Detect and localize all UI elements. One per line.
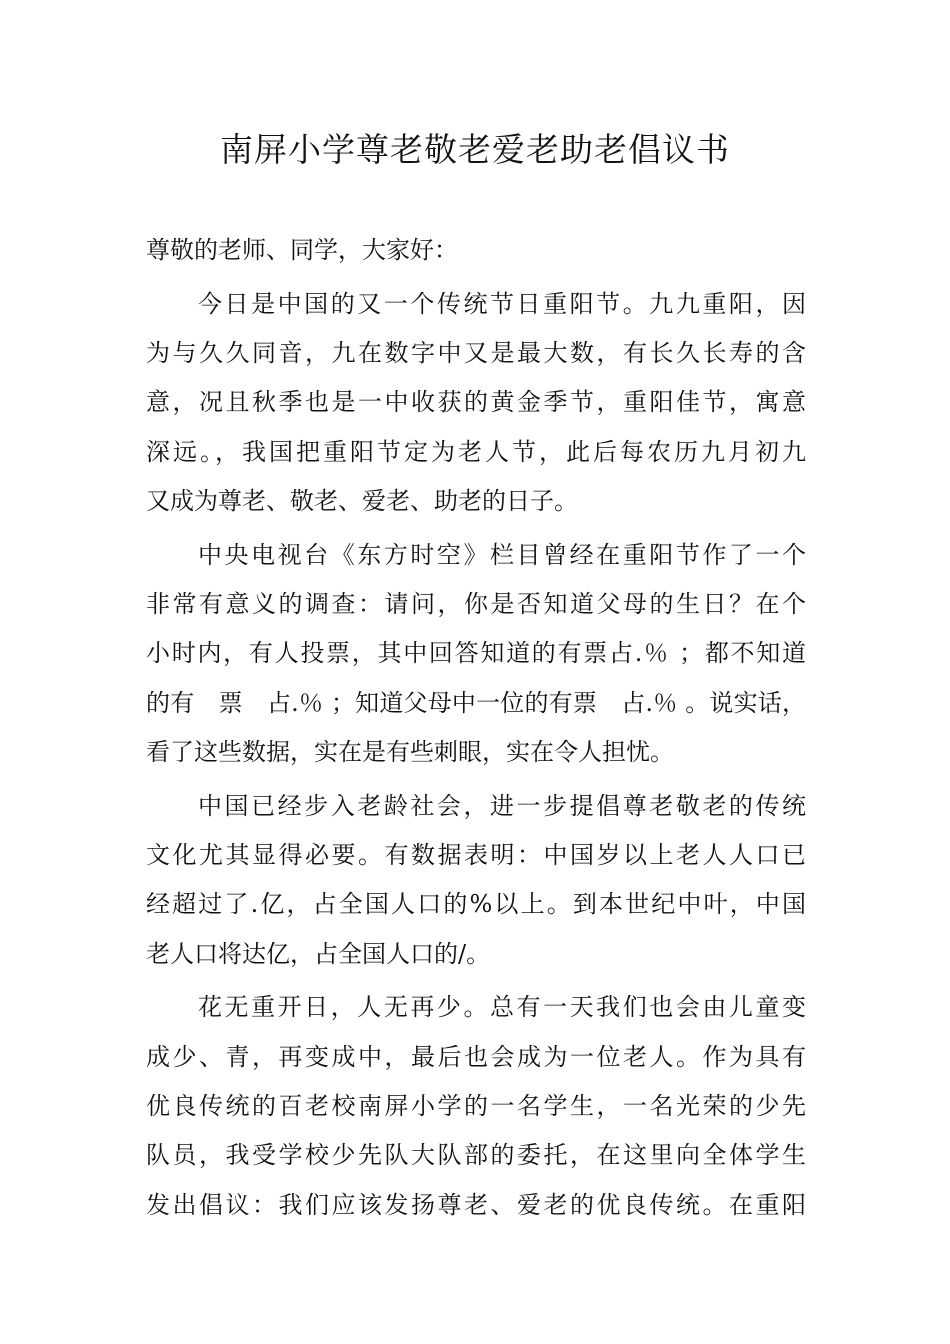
text-line: 又成为尊老、敬老、爱老、助老的日子。 (146, 486, 578, 515)
text-line: 的有 票 占.％ ；知道父母中一位的有票 占.％ 。说实话， (146, 688, 806, 717)
text-line: 非常有意义的调查：请问，你是否知道父母的生日？在个 (146, 590, 806, 619)
text-line: 成少、青，再变成中，最后也会成为一位老人。作为具有 (146, 1042, 806, 1071)
document-body (146, 226, 806, 1230)
paragraph-first-line: 今日是中国的又一个传统节日重阳节。九九重阳，因 (198, 289, 806, 318)
paragraph-first-line: 中央电视台《东方时空》栏目曾经在重阳节作了一个 (198, 540, 806, 569)
text-line: 看了这些数据，实在是有些刺眼，实在令人担忧。 (146, 737, 674, 766)
text-line: 意，况且秋季也是一中收获的黄金季节，重阳佳节，寓意 (146, 388, 806, 417)
text-line: 尊敬的老师、同学，大家好： (146, 236, 458, 264)
text-line: 发出倡议：我们应该发扬尊老、爱老的优良传统。在重阳 (146, 1190, 806, 1219)
text-line: 队员，我受学校少先队大队部的委托，在这里向全体学生 (146, 1141, 806, 1170)
text-line: 文化尤其显得必要。有数据表明：中国岁以上老人人口已 (146, 841, 806, 870)
text-line: 小时内，有人投票，其中回答知道的有票占.％ ；都不知道 (146, 639, 806, 668)
text-line: 经超过了.亿，占全国人口的%以上。到本世纪中叶，中国 (146, 890, 806, 919)
paragraph-first-line: 花无重开日，人无再少。总有一天我们也会由儿童变 (198, 993, 806, 1022)
document-title: 南屏小学尊老敬老爱老助老倡议书 (220, 130, 730, 169)
text-line: 老人口将达亿，占全国人口的/。 (146, 939, 491, 968)
text-line: 深远。，我国把重阳节定为老人节，此后每农历九月初九 (146, 437, 806, 466)
paragraph-first-line: 中国已经步入老龄社会，进一步提倡尊老敬老的传统 (198, 791, 806, 820)
text-line: 为与久久同音，九在数字中又是最大数，有长久长寿的含 (146, 339, 806, 368)
text-line: 优良传统的百老校南屏小学的一名学生，一名光荣的少先 (146, 1092, 806, 1121)
